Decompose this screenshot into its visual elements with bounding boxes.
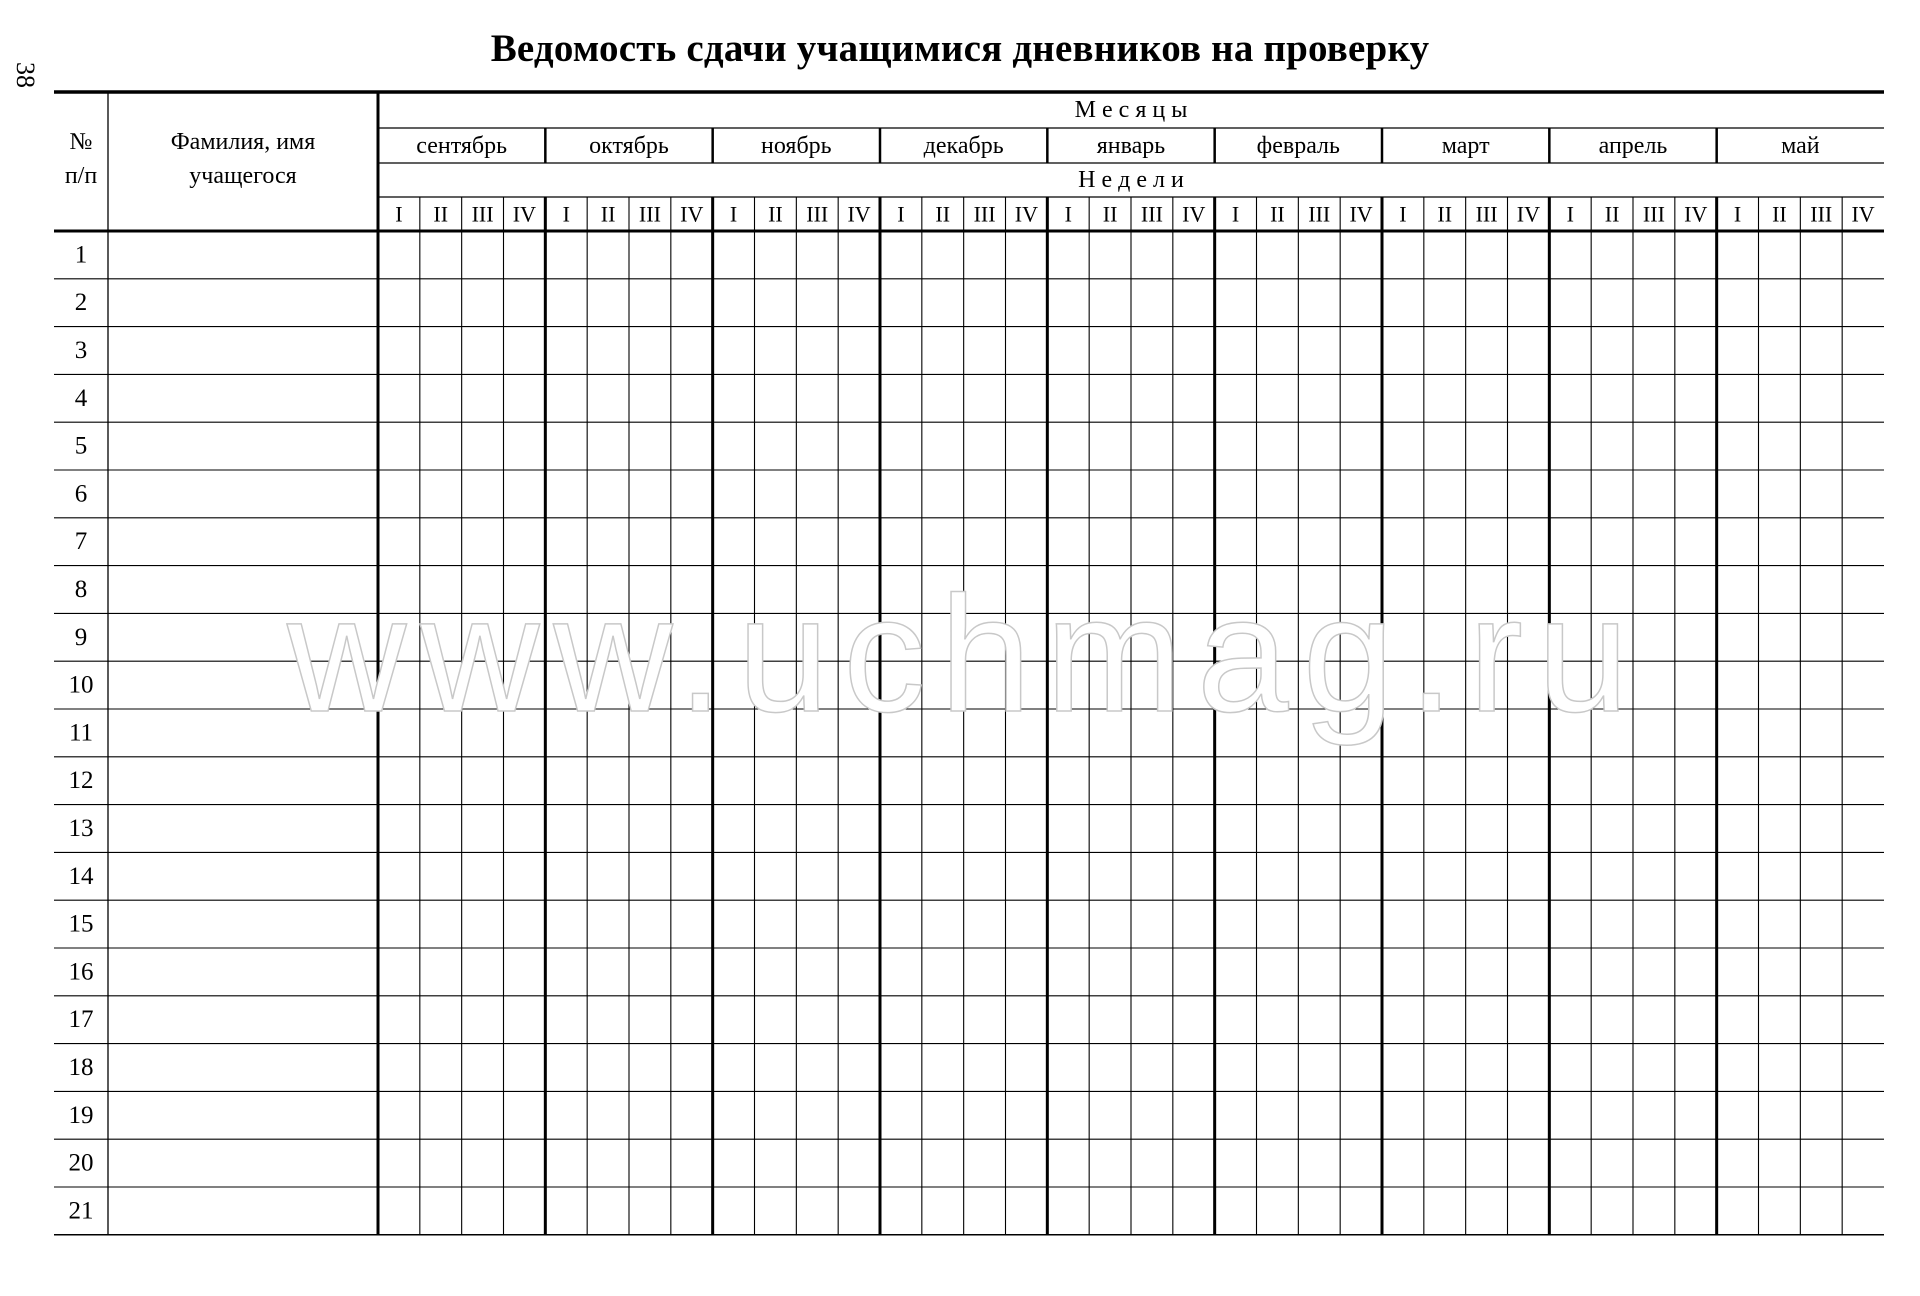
week-label: III xyxy=(1140,201,1163,227)
week-label: III xyxy=(1475,201,1498,227)
week-label: II xyxy=(1772,201,1787,227)
row-number: 20 xyxy=(68,1149,94,1177)
week-label: IV xyxy=(847,201,871,227)
week-label: II xyxy=(768,201,783,227)
month-label: ноябрь xyxy=(761,133,832,159)
months-caption: М е с я ц ы xyxy=(1074,97,1188,123)
month-label: декабрь xyxy=(923,133,1004,159)
week-label: I xyxy=(1399,201,1407,227)
month-label: октябрь xyxy=(589,133,669,159)
week-label: II xyxy=(600,201,616,227)
row-number: 16 xyxy=(68,958,94,986)
week-label: IV xyxy=(1182,201,1206,227)
row-number: 14 xyxy=(68,862,94,890)
week-label: I xyxy=(897,201,905,227)
row-number: 9 xyxy=(74,623,88,651)
row-number: 19 xyxy=(68,1101,94,1129)
month-label: февраль xyxy=(1256,133,1340,159)
row-number: 7 xyxy=(74,528,88,556)
week-label: III xyxy=(1308,201,1331,227)
row-number: 15 xyxy=(68,910,94,938)
week-label: IV xyxy=(1014,201,1039,227)
week-label: IV xyxy=(1684,201,1708,227)
week-label: I xyxy=(729,201,738,227)
row-number: 11 xyxy=(68,719,94,747)
month-label: май xyxy=(1781,133,1820,159)
week-label: II xyxy=(1270,201,1285,227)
row-number: 4 xyxy=(74,384,88,412)
week-label: IV xyxy=(1851,201,1875,227)
week-label: II xyxy=(1102,201,1118,227)
week-label: I xyxy=(1566,201,1574,227)
week-label: III xyxy=(806,201,829,227)
week-label: II xyxy=(1604,201,1620,227)
row-number: 3 xyxy=(74,337,88,364)
week-label: I xyxy=(395,201,403,227)
row-number: 2 xyxy=(74,289,88,317)
week-label: IV xyxy=(512,201,537,227)
week-label: I xyxy=(562,201,570,227)
name-header: учащегося xyxy=(189,163,297,189)
weeks-caption: Н е д е л и xyxy=(1078,167,1184,193)
row-number: 5 xyxy=(74,432,88,460)
week-label: III xyxy=(1642,201,1665,227)
month-label: сентябрь xyxy=(416,133,508,159)
watermark: www.uchmag.ru xyxy=(287,562,1643,746)
week-label: I xyxy=(1064,201,1072,227)
page-title: Ведомость сдачи учащимися дневников на проверку xyxy=(490,27,1430,70)
row-number: 6 xyxy=(74,480,88,508)
number-header: № xyxy=(69,129,93,155)
row-number: 18 xyxy=(68,1054,94,1081)
row-number: 10 xyxy=(68,671,94,699)
week-label: IV xyxy=(680,201,704,227)
row-number: 21 xyxy=(68,1197,94,1225)
week-label: I xyxy=(1733,201,1742,227)
week-label: IV xyxy=(1349,201,1373,227)
week-label: III xyxy=(1810,201,1833,227)
row-number: 12 xyxy=(68,767,94,795)
week-label: III xyxy=(638,201,661,227)
month-label: март xyxy=(1441,133,1490,159)
week-label: II xyxy=(935,201,951,227)
name-header: Фамилия, имя xyxy=(170,129,316,155)
page-number: 38 xyxy=(11,62,40,88)
week-label: II xyxy=(1437,201,1453,227)
number-header: п/п xyxy=(64,163,98,189)
week-label: IV xyxy=(1516,201,1541,227)
week-label: III xyxy=(973,201,996,227)
week-label: II xyxy=(433,201,449,227)
week-label: III xyxy=(471,201,494,227)
month-label: январь xyxy=(1096,133,1166,159)
week-label: I xyxy=(1231,201,1240,227)
month-label: апрель xyxy=(1598,133,1668,159)
row-number: 8 xyxy=(74,576,88,603)
row-number: 17 xyxy=(68,1006,94,1034)
row-number: 13 xyxy=(68,815,94,842)
row-number: 1 xyxy=(74,241,88,269)
